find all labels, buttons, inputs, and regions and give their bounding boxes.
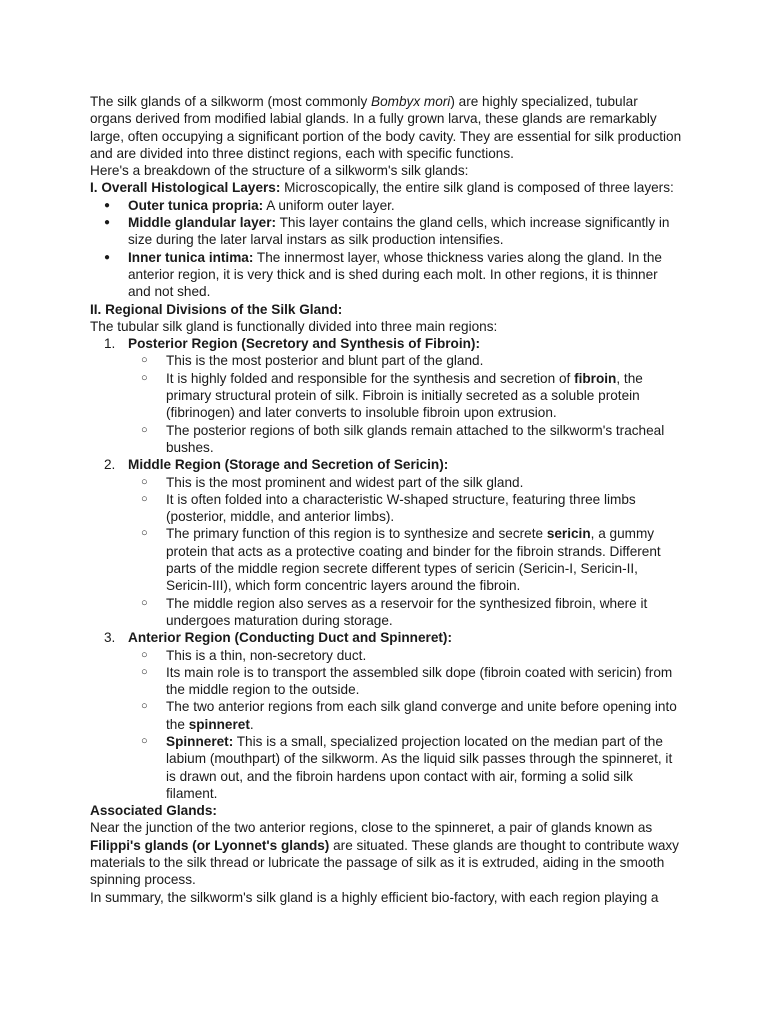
list-item: ○ It is highly folded and responsible for the synthesis and secretion of fibroin, the primary structural protein of silk. Fibroin is initially secreted as a soluble protein (fibrinogen) and later converts to insoluble fibroin upon extrusion.: [128, 370, 682, 422]
list-item: ○ The middle region also serves as a reservoir for the synthesized fibroin, where it undergoes maturation during storage.: [128, 595, 682, 630]
list-item: ○ The posterior regions of both silk glands remain attached to the silkworm's tracheal bushes.: [128, 422, 682, 457]
intro-paragraph: The silk glands of a silkworm (most commonly Bombyx mori) are highly specialized, tubular organs derived from modified labial glands. In a fully grown larva, these glands are remarkably large, often occupying a significant portion of the body cavity. They are essential for silk production and are divided into three distinct regions, each with specific functions.: [90, 94, 682, 161]
region-anterior: 3. Anterior Region (Conducting Duct and Spinneret): ○ This is a thin, non-secretory duct. ○ Its main role is to transport the assembled silk dope (fibroin coated with sericin) from the middle region to the outside. ○ The two anterior regions from each silk gland converge and unite before opening into the spinneret. ○ Spinneret: This is a small, specialized projection located on the median part of the labium (mouthpart) of the silkworm. As the liquid silk passes through the spinneret, it is drawn out, and the fibroin hardens upon contact with air, forming a solid silk filament.: [90, 629, 682, 802]
list-item: ○ The primary function of this region is to synthesize and secrete sericin, a gummy protein that acts as a protective coating and binder for the fibroin strands. Different parts of the middle region secrete different types of sericin (Sericin-I, Sericin-II, Sericin-III), which form concentric layers around the fibroin.: [128, 525, 682, 594]
section1-heading-line: I. Overall Histological Layers: Microscopically, the entire silk gland is composed of three layers:: [90, 180, 674, 196]
layer-list: [90, 197, 682, 301]
list-item: ● Inner tunica intima: The innermost layer, whose thickness varies along the gland. In the anterior region, it is very thick and is shed during each molt. In other regions, it is thinner and not shed.: [90, 249, 682, 301]
region-list: [90, 335, 682, 802]
summary-paragraph: In summary, the silkworm's silk gland is a highly efficient bio-factory, with each region playing a: [90, 889, 659, 905]
list-item: ○ This is the most posterior and blunt part of the gland.: [128, 352, 682, 369]
region-middle: 2. Middle Region (Storage and Secretion of Sericin): ○ This is the most prominent and widest part of the silk gland. ○ It is often folded into a characteristic W-shaped structure, featuring three limbs (posterior, middle, and anterior limbs). ○ The primary function of this region is to synthesize and secrete sericin, a gummy protein that acts as a protective coating and binder for the fibroin strands. Different parts of the middle region secrete different types of sericin (Sericin-I, Sericin-II, Sericin-III), which form concentric layers around the fibroin. ○ The middle region also serves as a reservoir for the synthesized fibroin, where it undergoes maturation during storage.: [90, 456, 682, 629]
list-item: ○ Spinneret: This is a small, specialized projection located on the median part of the labium (mouthpart) of the silkworm. As the liquid silk passes through the spinneret, it is drawn out, and the fibroin hardens upon contact with air, forming a solid silk filament.: [128, 733, 682, 802]
document-body: [90, 93, 682, 906]
section2-intro: The tubular silk gland is functionally divided into three main regions:: [90, 318, 498, 334]
list-item: ○ The two anterior regions from each silk gland converge and unite before opening into the spinneret.: [128, 698, 682, 733]
list-item: ○ This is a thin, non-secretory duct.: [128, 647, 682, 664]
section2-heading: II. Regional Divisions of the Silk Gland:: [90, 301, 343, 317]
list-item: ● Outer tunica propria: A uniform outer layer.: [90, 197, 682, 214]
region-posterior: 1. Posterior Region (Secretory and Synthesis of Fibroin): ○ This is the most posterior and blunt part of the gland. ○ It is highly folded and responsible for the synthesis and secretion of fibroin, the primary structural protein of silk. Fibroin is initially secreted as a soluble protein (fibrinogen) and later converts to insoluble fibroin upon extrusion. ○ The posterior regions of both silk glands remain attached to the silkworm's tracheal bushes.: [90, 335, 682, 456]
list-item: ○ This is the most prominent and widest part of the silk gland.: [128, 474, 682, 491]
list-item: ○ Its main role is to transport the assembled silk dope (fibroin coated with sericin) from the middle region to the outside.: [128, 664, 682, 699]
list-item: ● Middle glandular layer: This layer contains the gland cells, which increase significantly in size during the later larval instars as silk production intensifies.: [90, 214, 682, 249]
associated-paragraph: Near the junction of the two anterior regions, close to the spinneret, a pair of glands known as Filippi's glands (or Lyonnet's glands) are situated. These glands are thought to contribute waxy materials to the silk thread or lubricate the passage of silk as it is extruded, aiding in the smooth spinning process.: [90, 820, 679, 888]
associated-heading: Associated Glands:: [90, 803, 217, 819]
intro-lead: Here's a breakdown of the structure of a silkworm's silk glands:: [90, 163, 469, 179]
list-item: ○ It is often folded into a characteristic W-shaped structure, featuring three limbs (posterior, middle, and anterior limbs).: [128, 491, 682, 526]
